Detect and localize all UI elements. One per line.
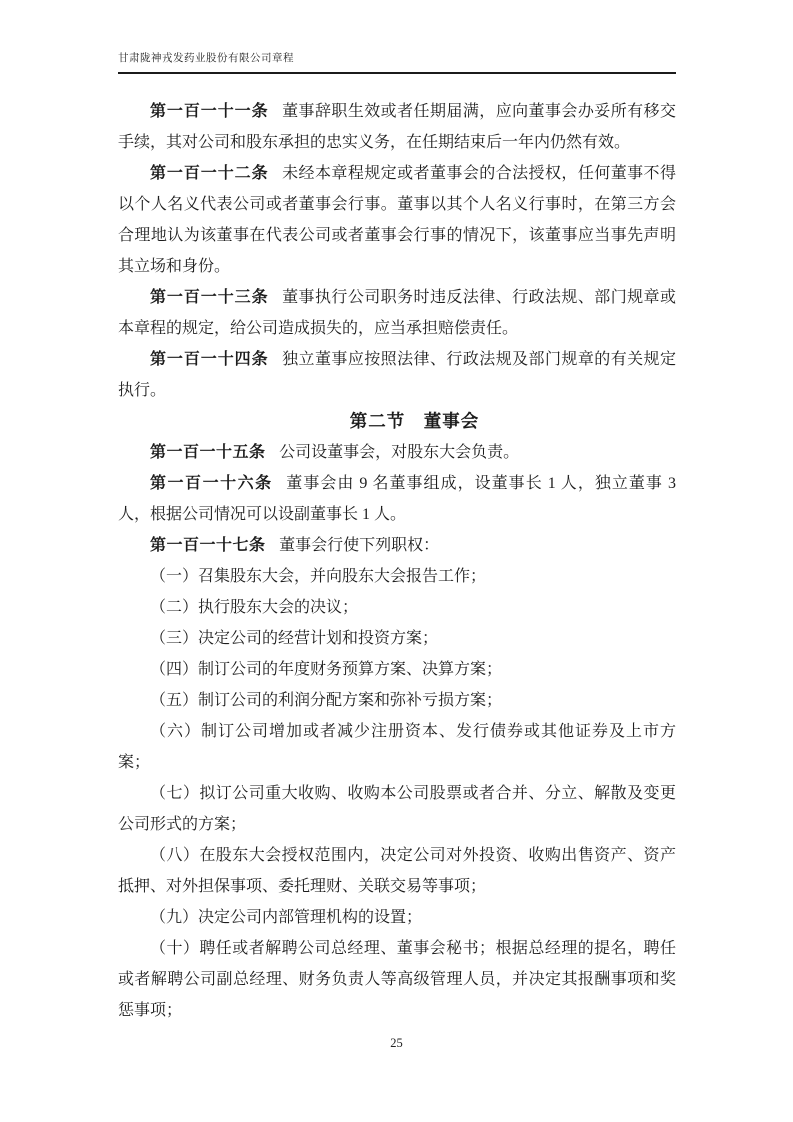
article-paragraph [118,282,676,344]
page-number: 25 [390,1036,403,1050]
list-item: （六）制订公司增加或者减少注册资本、发行债券或其他证券及上市方案； [118,723,676,771]
article-text: 未经本章程规定或者董事会的合法授权，任何董事不得以个人名义代表公司或者董事会行事。董事以其个人名义行事时，在第三方会合理地认为该董事在代表公司或者董事会行事的情况下，该董事应当事先声明其立场和身份。 [118,165,676,275]
article-number: 第一百一十四条 [150,351,269,368]
section-heading: 第二节 董事会 [349,411,480,431]
article-number: 第一百一十三条 [150,289,269,306]
article-text: 独立董事应按照法律、行政法规及部门规章的有关规定执行。 [118,351,676,399]
article-number: 第一百一十一条 [150,103,269,120]
article-paragraph [118,437,676,468]
header-title: 甘肃陇神戎发药业股份有限公司章程 [118,53,294,64]
page-header [118,0,676,74]
article-text: 董事会由 9 名董事组成，设董事长 1 人，独立董事 3 人，根据公司情况可以设副董事长 1 人。 [118,475,676,523]
article-text: 董事执行公司职务时违反法律、行政法规、部门规章或本章程的规定，给公司造成损失的，应当承担赔偿责任。 [118,289,676,337]
list-item: （二）执行股东大会的决议； [150,599,359,616]
article-paragraph [118,530,676,561]
article-number: 第一百一十六条 [150,475,273,492]
article-text: 公司设董事会，对股东大会负责。 [279,444,520,461]
article-text: 董事辞职生效或者任期届满，应向董事会办妥所有移交手续，其对公司和股东承担的忠实义务，在任期结束后一年内仍然有效。 [118,103,676,151]
article-number: 第一百一十五条 [150,444,266,461]
article-paragraph [118,344,676,406]
article-paragraph [118,468,676,530]
list-item: （三）决定公司的经营计划和投资方案； [150,630,439,647]
list-item: （七）拟订公司重大收购、收购本公司股票或者合并、分立、解散及变更公司形式的方案； [118,785,676,833]
article-paragraph [118,96,676,158]
document-body [118,96,676,1026]
list-item: （四）制订公司的年度财务预算方案、决算方案； [150,661,503,678]
list-item: （一）召集股东大会，并向股东大会报告工作； [150,568,487,585]
list-item: （十）聘任或者解聘公司总经理、董事会秘书；根据总经理的提名，聘任或者解聘公司副总经理、财务负责人等高级管理人员，并决定其报酬事项和奖惩事项； [118,940,676,1019]
article-text: 董事会行使下列职权： [279,537,440,554]
list-item: （八）在股东大会授权范围内，决定公司对外投资、收购出售资产、资产抵押、对外担保事项、委托理财、关联交易等事项； [118,847,676,895]
article-paragraph [118,158,676,282]
list-item: （五）制订公司的利润分配方案和弥补亏损方案； [150,692,503,709]
list-item: （九）决定公司内部管理机构的设置； [150,909,423,926]
article-number: 第一百一十二条 [150,165,269,182]
article-number: 第一百一十七条 [150,537,266,554]
